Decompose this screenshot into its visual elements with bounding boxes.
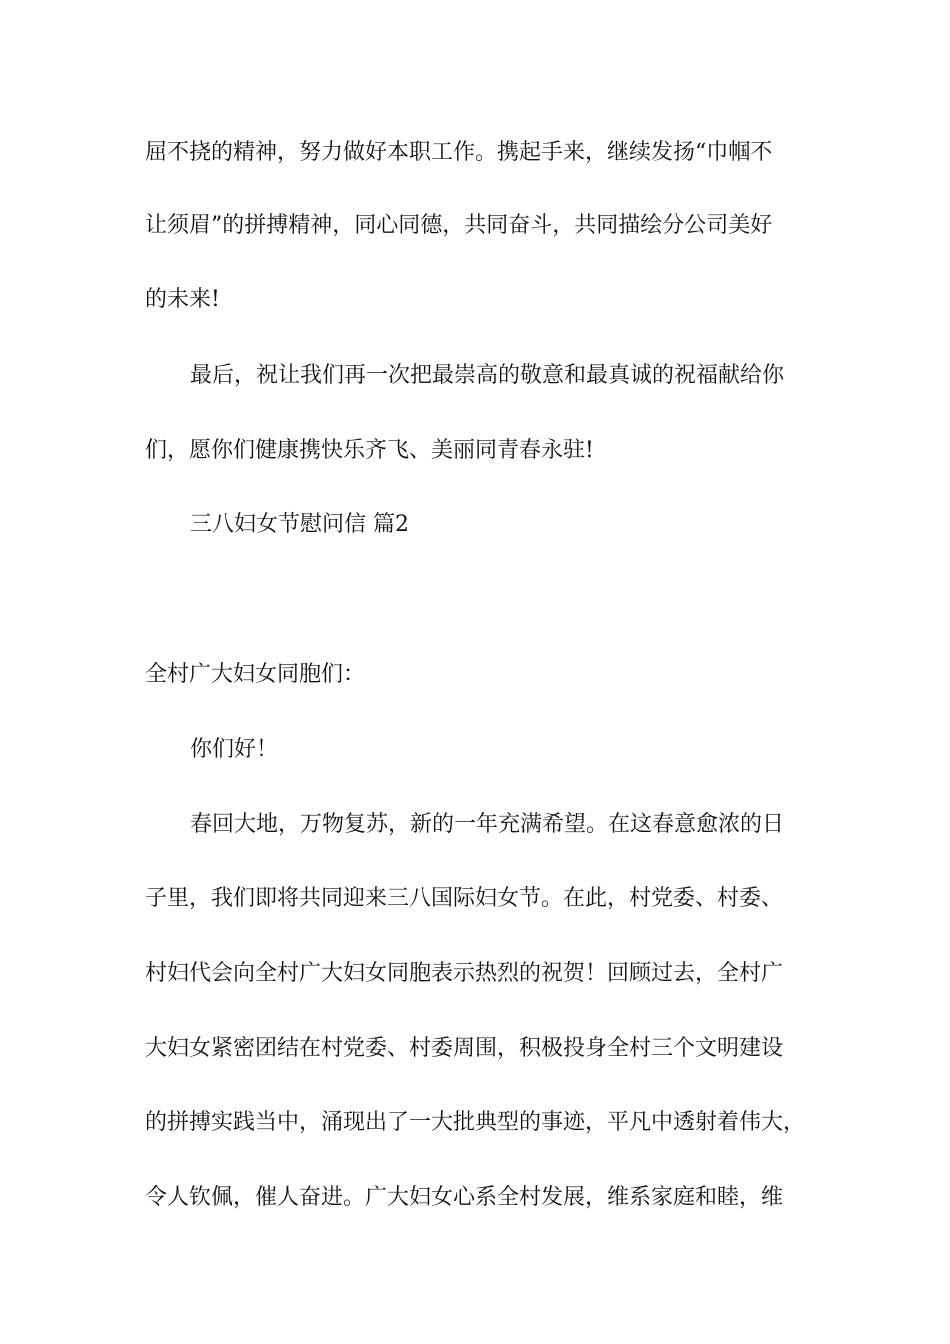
paragraph-line: 的拼搏实践当中，涌现出了一大批典型的事迹，平凡中透射着伟大， — [145, 1110, 806, 1135]
paragraph-line: 让须眉”的拼搏精神，同心同德，共同奋斗，共同描绘分公司美好 — [145, 213, 773, 238]
paragraph-line: 村妇代会向全村广大妇女同胞表示热烈的祝贺！回顾过去，全村广 — [145, 961, 784, 986]
paragraph-line: 屈不挠的精神，努力做好本职工作。携起手来，继续发扬“巾帼不 — [145, 140, 773, 165]
greeting: 你们好！ — [190, 737, 279, 762]
paragraph-line: 令人钦佩，催人奋进。广大妇女心系全村发展，维系家庭和睦，维 — [145, 1185, 784, 1210]
paragraph-line: 最后，祝让我们再一次把最崇高的敬意和最真诚的祝福献给你 — [190, 363, 785, 388]
paragraph-line: 大妇女紧密团结在村党委、村委周围，积极投身全村三个文明建设 — [145, 1036, 784, 1061]
paragraph-line: 们，愿你们健康携快乐齐飞、美丽同青春永驻! — [145, 438, 594, 463]
paragraph-line: 子里，我们即将共同迎来三八国际妇女节。在此，村党委、村委、 — [145, 886, 784, 911]
section-heading: 三八妇女节慰问信 篇2 — [190, 512, 409, 537]
paragraph-line: 的未来! — [145, 287, 220, 312]
salutation: 全村广大妇女同胞们： — [145, 662, 366, 687]
paragraph-line: 春回大地，万物复苏，新的一年充满希望。在这春意愈浓的日 — [190, 812, 785, 837]
